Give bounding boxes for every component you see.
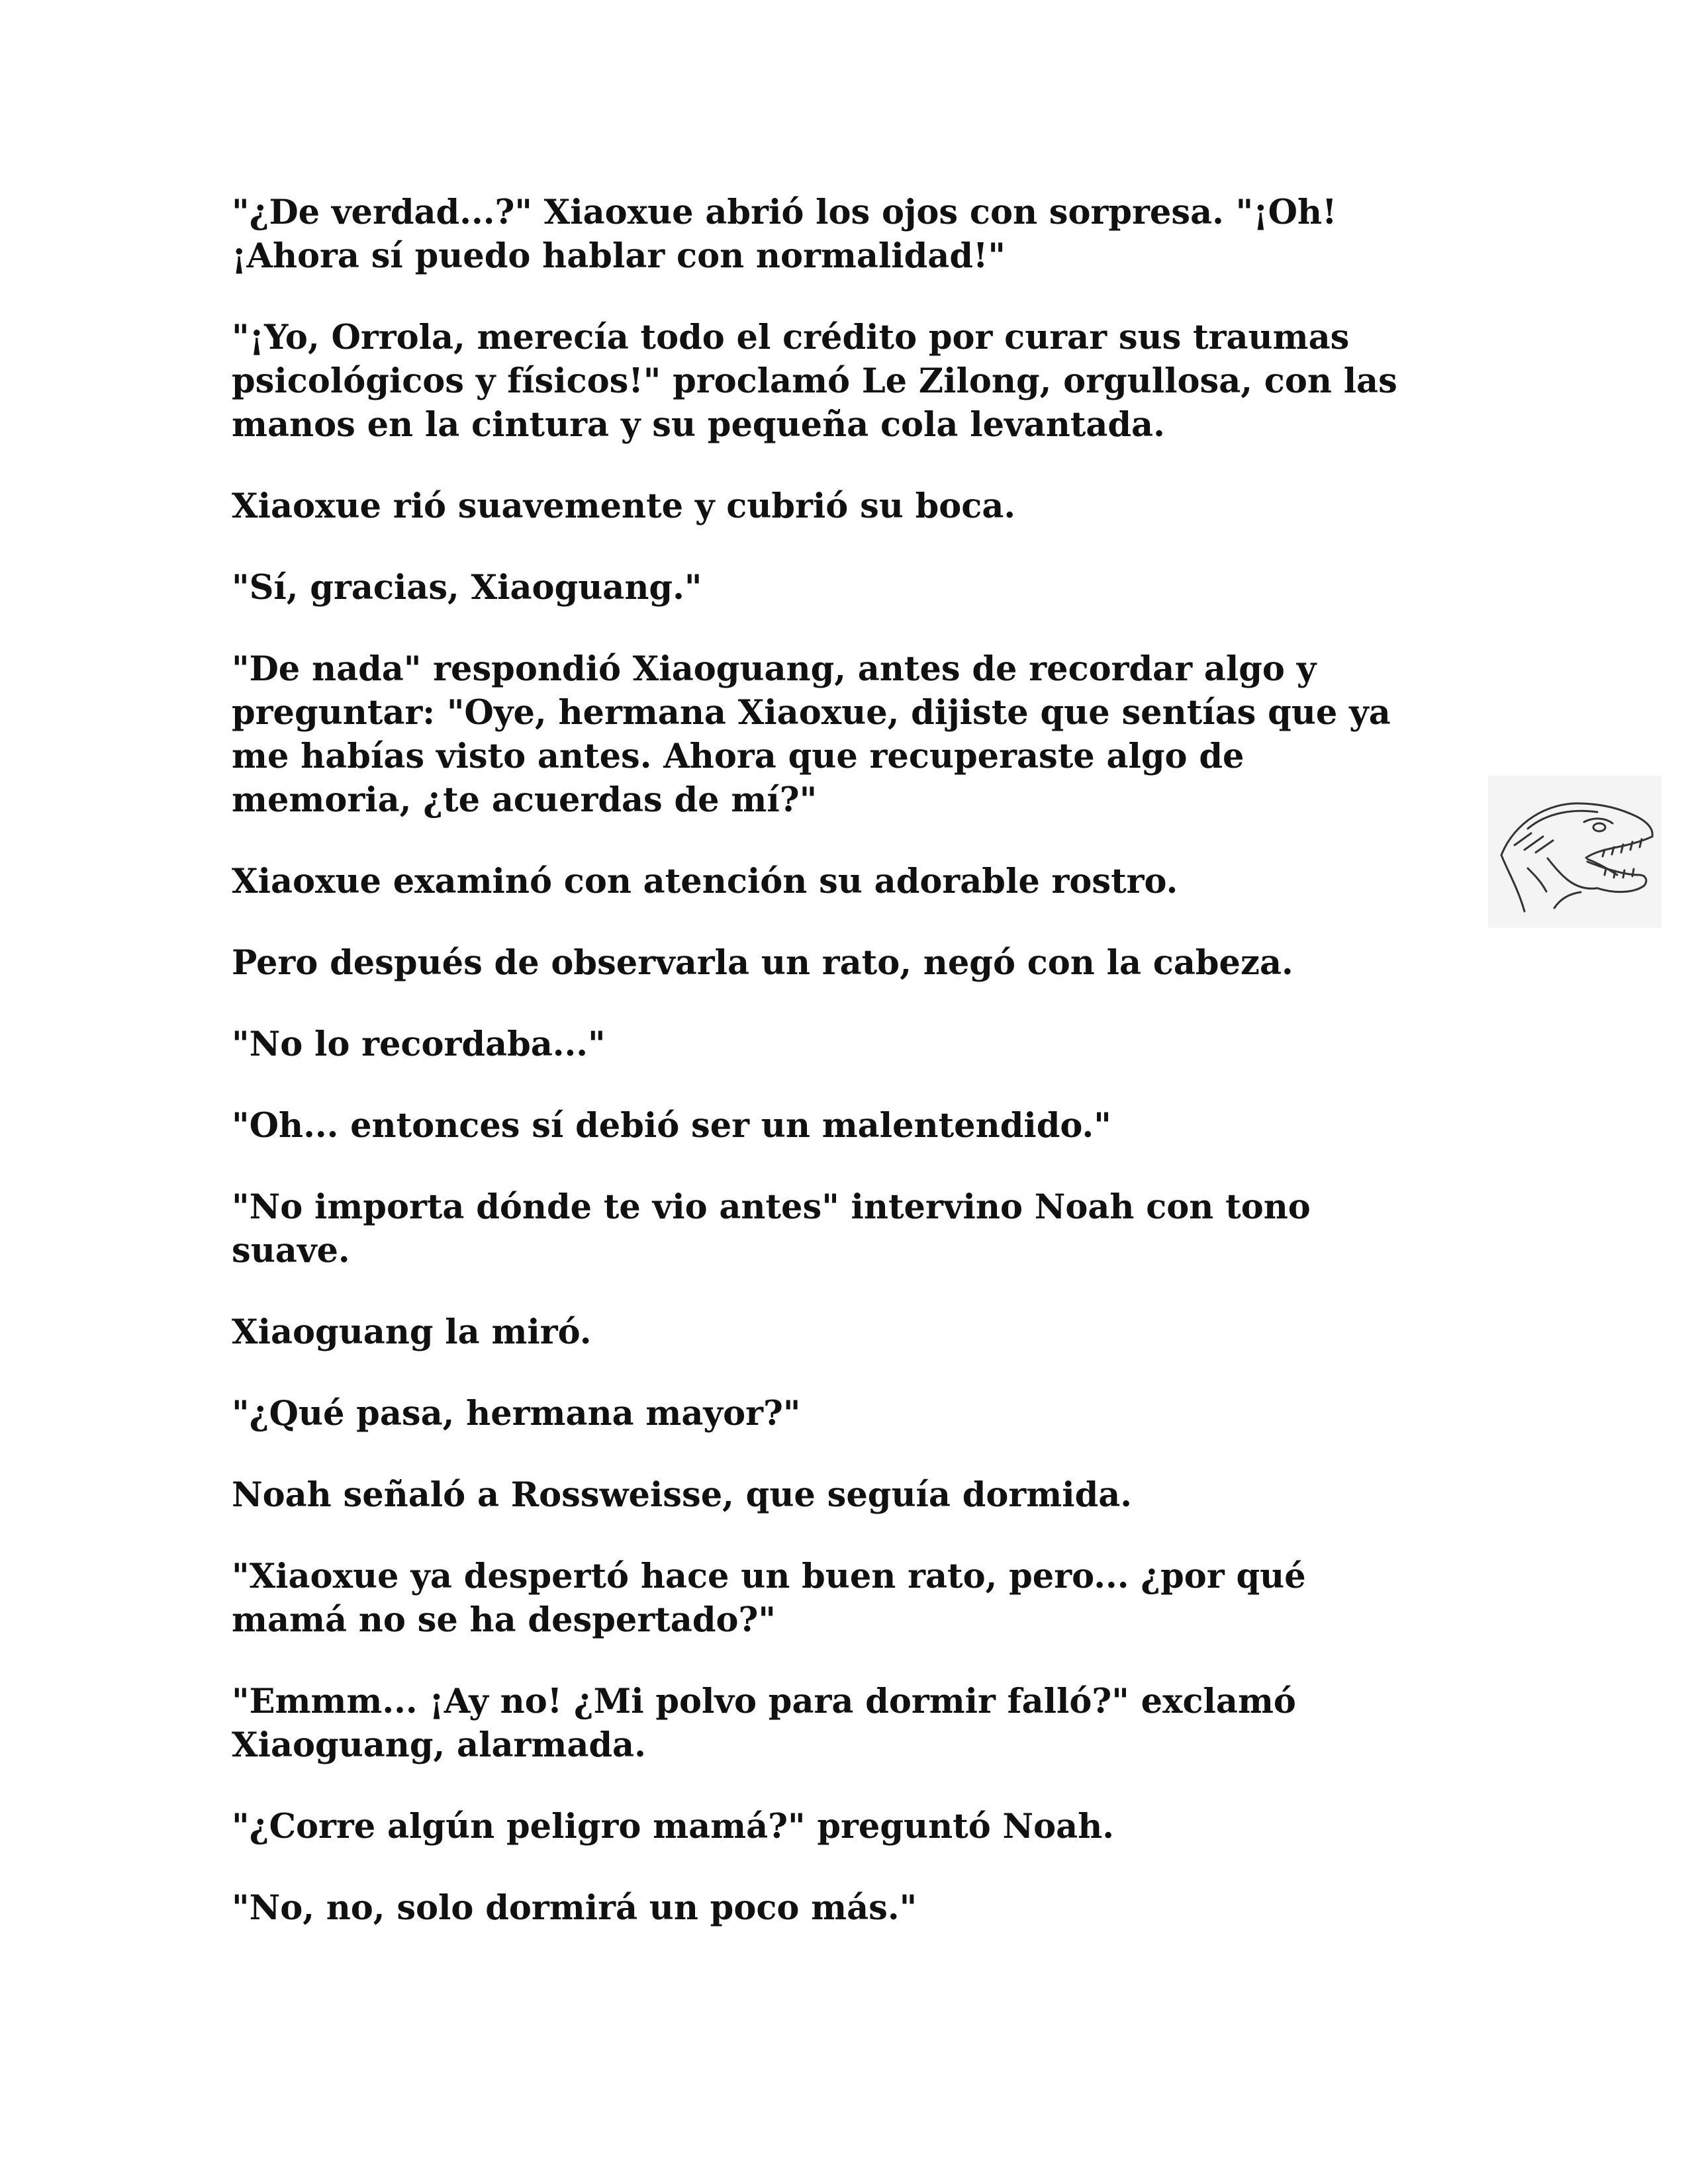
paragraph: "¿Corre algún peligro mamá?" preguntó Noah. xyxy=(232,1807,1115,1846)
paragraph: "¿De verdad...?" Xiaoxue abrió los ojos con sorpresa. "¡Oh! ¡Ahora sí puedo hablar con normalidad!" xyxy=(232,193,1337,276)
paragraph: "No, no, solo dormirá un poco más." xyxy=(232,1888,917,1928)
paragraph: Xiaoxue rió suavemente y cubrió su boca. xyxy=(232,486,1016,526)
paragraph: "No importa dónde te vio antes" intervino Noah con tono suave. xyxy=(232,1187,1311,1271)
paragraph: "Oh... entonces sí debió ser un malentendido." xyxy=(232,1106,1111,1146)
paragraph: Noah señaló a Rossweisse, que seguía dormida. xyxy=(232,1475,1133,1515)
paragraph: "Emmm... ¡Ay no! ¿Mi polvo para dormir falló?" exclamó Xiaoguang, alarmada. xyxy=(232,1682,1296,1765)
paragraph: Xiaoguang la miró. xyxy=(232,1312,592,1352)
paragraph: "Sí, gracias, Xiaoguang." xyxy=(232,568,702,608)
story-text xyxy=(232,191,1423,1968)
paragraph: "No lo recordaba..." xyxy=(232,1024,606,1064)
paragraph: "Xiaoxue ya despertó hace un buen rato, pero... ¿por qué mamá no se ha despertado?" xyxy=(232,1557,1306,1640)
paragraph: "De nada" respondió Xiaoguang, antes de recordar algo y preguntar: "Oye, hermana Xiaoxue, dijiste que sentías que ya me habías visto antes. Ahora que recuperaste algo de memoria, ¿te acuerdas de mí?" xyxy=(232,649,1391,820)
paragraph: Xiaoxue examinó con atención su adorable rostro. xyxy=(232,862,1178,901)
paragraph: "¡Yo, Orrola, merecía todo el crédito por curar sus traumas psicológicos y físicos!" proclamó Le Zilong, orgullosa, con las manos en la cintura y su pequeña cola levantada. xyxy=(232,318,1397,445)
dinosaur-head-sketch-icon xyxy=(1488,776,1662,928)
paragraph: "¿Qué pasa, hermana mayor?" xyxy=(232,1394,801,1433)
paragraph: Pero después de observarla un rato, negó con la cabeza. xyxy=(232,943,1293,983)
